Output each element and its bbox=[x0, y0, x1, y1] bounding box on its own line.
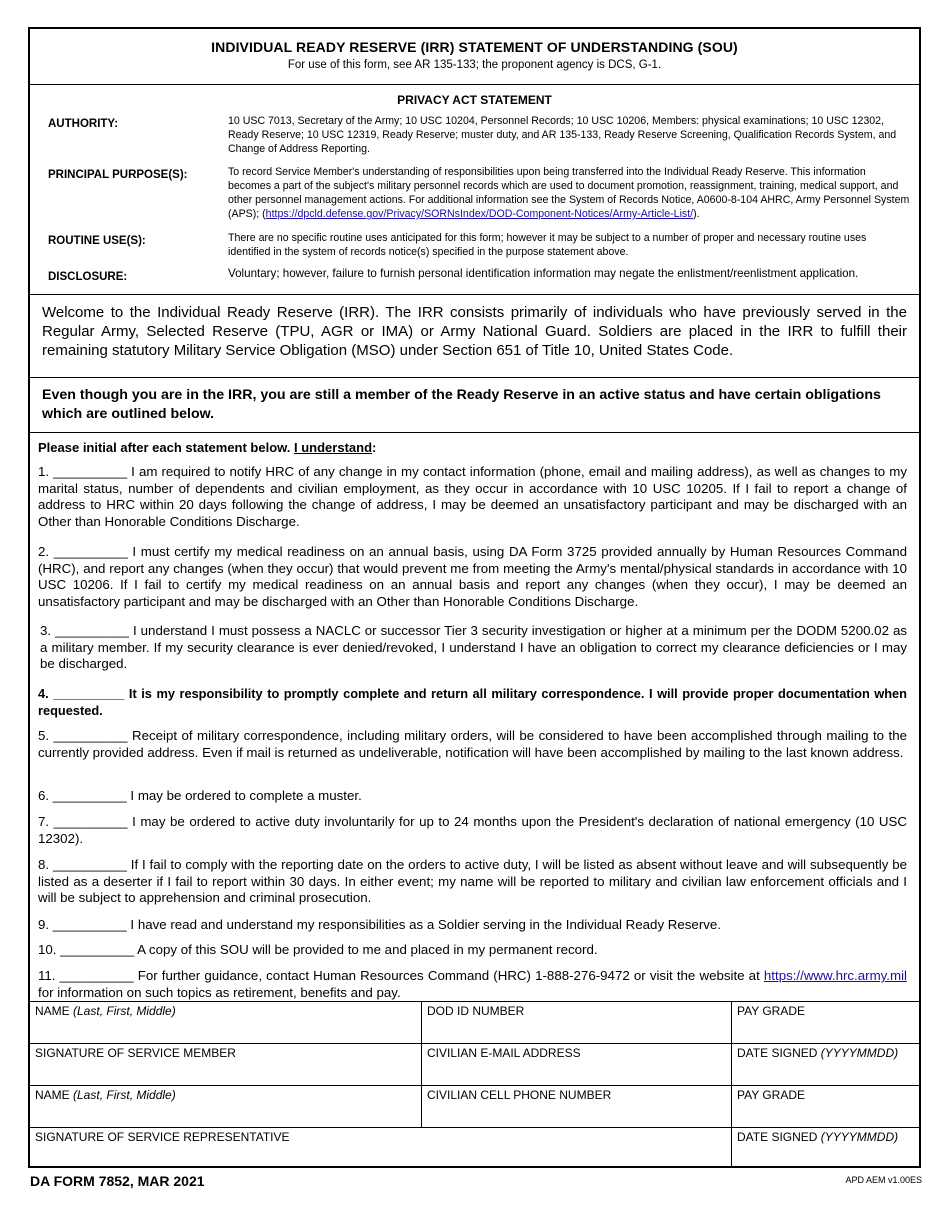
member-name-field[interactable]: NAME (Last, First, Middle) bbox=[30, 1002, 422, 1044]
disclosure-label: DISCLOSURE: bbox=[48, 271, 128, 283]
statement-4: 4. __________ It is my responsibility to promptly complete and return all military correspondence. I will provide proper documentation when requested. bbox=[38, 686, 907, 718]
statement-2: 2. __________ I must certify my medical readiness on an annual basis, using DA Form 3725 provided annually by Human Resources Command (HRC), and report any changes (when they occur) that would prevent me from meeting the Army's mental/physical standards in accordance with 10 USC 10206. If I fail to certify my medical readiness on an annual basis and report any changes (when they occur), I may be deemed an unsatisfactory participant and may be discharged with an Other than Honorable Conditions Discharge. bbox=[38, 544, 907, 609]
irr-sou-form bbox=[28, 27, 921, 1168]
statement-3: 3. __________ I understand I must possess a NACLC or successor Tier 3 security investigation or higher at a minimum per the DODM 5200.02 as a military member. If my security clearance is ever denied/revoked, I understand I have an obligation to correct my clearance deficiencies or I may be discharged. bbox=[40, 623, 907, 671]
member-signature-field[interactable]: SIGNATURE OF SERVICE MEMBER bbox=[30, 1044, 422, 1086]
statement-7: 7. __________ I may be ordered to active duty involuntarily for up to 24 months upon the President's declaration of national emergency (10 USC 12302). bbox=[38, 814, 907, 846]
welcome-paragraph: Welcome to the Individual Ready Reserve (IRR). The IRR consists primarily of individuals who have previously served in the Regular Army, Selected Reserve (TPU, AGR or IMA) or Army National Guard. Soldiers are placed in the IRR to fulfill their remaining statutory Military Service Obligation (MSO) under Section 651 of Title 10, United States Code. bbox=[30, 295, 919, 378]
form-id: DA FORM 7852, MAR 2021 bbox=[30, 1173, 205, 1189]
statement-1: 1. __________ I am required to notify HRC of any change in my contact information (phone, email and mailing address), as well as changes to my marital status, number of dependents and civilian employment, as they occur in accordance with 10 USC 10205. If I fail to report a change of address to HRC within 20 days following the change of address, I may be deemed an unsatisfactory participant and may be discharged with an Other than Honorable Conditions Discharge. bbox=[38, 464, 907, 529]
statements-section bbox=[30, 433, 919, 1010]
purpose-label: PRINCIPAL PURPOSE(S): bbox=[48, 169, 188, 181]
form-title: INDIVIDUAL READY RESERVE (IRR) STATEMENT OF UNDERSTANDING (SOU) bbox=[211, 39, 738, 55]
statement-10: 10. __________ A copy of this SOU will be provided to me and placed in my permanent record. bbox=[38, 942, 598, 957]
rep-name-field[interactable]: NAME (Last, First, Middle) bbox=[30, 1086, 422, 1128]
disclosure-text: Voluntary; however, failure to furnish personal identification information may negate the enlistment/reenlistment application. bbox=[228, 267, 859, 280]
privacy-act-statement bbox=[30, 85, 919, 295]
rep-date-signed-field[interactable]: DATE SIGNED (YYYYMMDD) bbox=[737, 1130, 899, 1144]
signature-block bbox=[30, 1001, 919, 1169]
obligations-notice: Even though you are in the IRR, you are still a member of the Ready Reserve in an active status and have certain obligations which are outlined below. bbox=[30, 378, 919, 433]
dod-id-field[interactable]: DOD ID NUMBER bbox=[422, 1002, 732, 1044]
member-date-signed-field[interactable]: DATE SIGNED (YYYYMMDD) bbox=[732, 1044, 921, 1086]
statement-5: 5. __________ Receipt of military correspondence, including military orders, will be considered to have been accomplished through mailing to the currently provided address. Even if mail is returned as undeliverable, notification will have been accomplished by mailing to the last known address. bbox=[38, 728, 907, 760]
sorn-link[interactable]: https://dpcld.defense.gov/Privacy/SORNsIndex/DOD-Component-Notices/Army-Article-List/ bbox=[265, 208, 694, 220]
member-pay-grade-field[interactable]: PAY GRADE bbox=[732, 1002, 921, 1044]
form-subtitle: For use of this form, see AR 135-133; the proponent agency is DCS, G-1. bbox=[287, 59, 662, 71]
privacy-title: PRIVACY ACT STATEMENT bbox=[397, 93, 552, 107]
routine-label: ROUTINE USE(S): bbox=[48, 235, 146, 247]
statement-11: 11. __________ For further guidance, contact Human Resources Command (HRC) 1-888-276-9472 or visit the website at https://www.hrc.army.mil for information on such topics as retirement, benefits and pay. bbox=[38, 968, 907, 1000]
hrc-link[interactable]: https://www.hrc.army.mil bbox=[763, 968, 907, 983]
rep-pay-grade-field[interactable]: PAY GRADE bbox=[732, 1086, 921, 1128]
authority-text: 10 USC 7013, Secretary of the Army; 10 USC 10204, Personnel Records; 10 USC 10206, Members: physical examinations; 10 USC 12302, Ready Reserve; 10 USC 12319, Ready Reserve; muster duty, and AR 135-133, Ready Reserve Screening, Qualification Records System, and Change of Address Reporting. bbox=[228, 115, 897, 155]
statement-6: 6. __________ I may be ordered to complete a muster. bbox=[38, 788, 362, 803]
initial-instructions: Please initial after each statement below. I understand: bbox=[38, 440, 377, 455]
purpose-text: To record Service Member's understanding of responsibilities upon being transferred into the Individual Ready Reserve. This information becomes a part of the subject's military personnel records which are used to document promotion, reassignment, training, medical support, and other personnel management actions. For additional information see the System of Records Notice, A0600-8-104 AHRC, Army Personnel System (APS); (https://dpcld.defense.gov/Privacy/SORNsIndex/DOD-Component-Notices/Army-Article-List/). bbox=[228, 166, 910, 220]
form-version: APD AEM v1.00ES bbox=[845, 1175, 922, 1185]
civilian-email-field[interactable]: CIVILIAN E-MAIL ADDRESS bbox=[422, 1044, 732, 1086]
authority-label: AUTHORITY: bbox=[48, 118, 119, 130]
form-header bbox=[30, 29, 919, 85]
routine-text: There are no specific routine uses anticipated for this form; however it may be subject to a number of proper and necessary routine uses identified in the system of records notice(s) specified in the purpose statement above. bbox=[228, 232, 867, 258]
civilian-phone-field[interactable]: CIVILIAN CELL PHONE NUMBER bbox=[422, 1086, 732, 1128]
rep-signature-field[interactable]: SIGNATURE OF SERVICE REPRESENTATIVE bbox=[30, 1128, 732, 1167]
statement-8: 8. __________ If I fail to comply with the reporting date on the orders to active duty, I will be listed as absent without leave and will subsequently be listed as a deserter if I fail to report within 30 days. In either event; my name will be reported to military and civilian law enforcement officials and I will be subject to apprehension and criminal prosecution. bbox=[38, 857, 907, 905]
statement-9: 9. __________ I have read and understand my responsibilities as a Soldier serving in the Individual Ready Reserve. bbox=[38, 917, 721, 932]
